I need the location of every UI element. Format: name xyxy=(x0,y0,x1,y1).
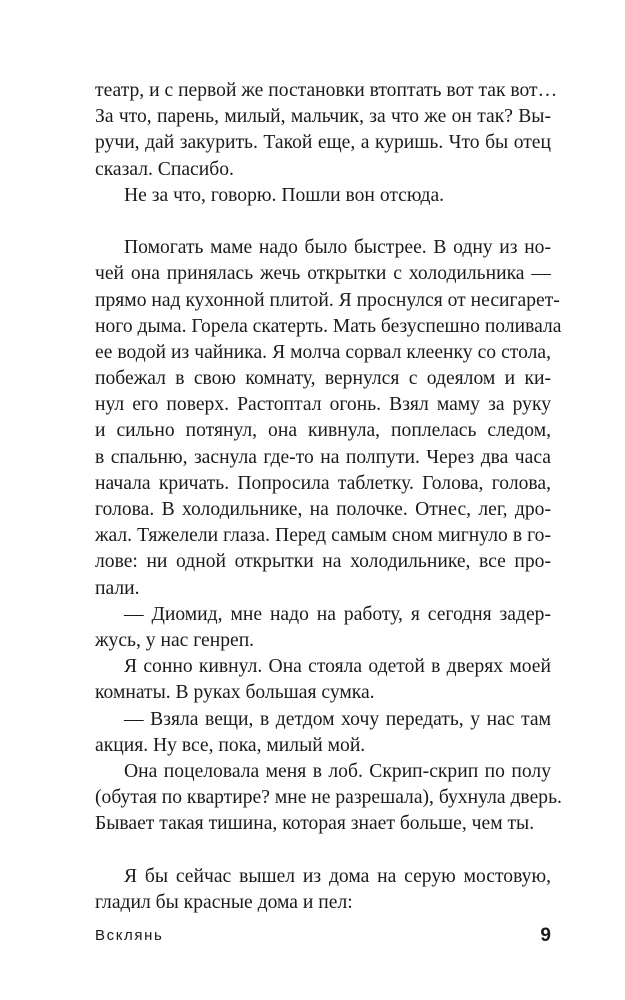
page-footer xyxy=(95,927,551,953)
text-line: пали. xyxy=(95,577,140,599)
text-line: в спальню, заснула где-то на полпути. Через два часа xyxy=(95,446,551,468)
text-line: Не за что, говорю. Пошли вон отсюда. xyxy=(124,184,445,206)
text-line: гладил бы красные дома и пел: xyxy=(95,891,353,913)
text-line: и сильно потянул, она кивнула, поплелась следом, xyxy=(95,420,551,442)
text-line: Помогать маме надо было быстрее. В одну из но- xyxy=(124,237,551,259)
text-line: Бывает такая тишина, которая знает больше, чем ты. xyxy=(95,813,535,835)
text-line: — Диомид, мне надо на работу, я сегодня задер- xyxy=(124,603,551,625)
text-line: жал. Тяжелели глаза. Перед самым сном мигнуло в го- xyxy=(95,525,551,547)
text-line: За что, парень, милый, мальчик, за что же он так? Вы- xyxy=(95,106,551,128)
text-line: — Взяла вещи, в детдом хочу передать, у нас там xyxy=(124,708,551,730)
text-line: жусь, у нас генреп. xyxy=(95,629,255,651)
text-line: акция. Ну все, пока, милый мой. xyxy=(95,734,366,756)
text-line: начала кричать. Попросила таблетку. Голова, голова, xyxy=(95,472,551,494)
section-break xyxy=(95,209,551,235)
text-line: ручи, дай закурить. Такой еще, а куришь. Что бы отец xyxy=(95,132,551,154)
text-line: Я бы сейчас вышел из дома на серую мостовую, xyxy=(124,865,551,887)
section-break xyxy=(95,837,551,863)
text-line: Я сонно кивнул. Она стояла одетой в дверях моей xyxy=(124,656,551,678)
text-line: театр, и с первой же постановки втоптать вот так вот… xyxy=(95,80,558,101)
text-line: голова. В холодильнике, на полочке. Отнес, лег, дро- xyxy=(95,499,551,520)
text-line: лове: ни одной открытки на холодильнике, все про- xyxy=(95,551,551,573)
text-line: комнаты. В руках большая сумка. xyxy=(95,682,375,704)
page-body xyxy=(95,78,562,916)
text-line: (обутая по квартире? мне не разрешала), бухнула дверь. xyxy=(95,787,562,809)
running-title: Всклянь xyxy=(95,927,164,944)
text-line: сказал. Спасибо. xyxy=(95,158,234,180)
text-line: Она поцеловала меня в лоб. Скрип-скрип по полу xyxy=(124,760,551,782)
text-line: побежал в свою комнату, вернулся с одеялом и ки- xyxy=(95,368,551,390)
page-number: 9 xyxy=(540,925,551,946)
text-line: ее водой из чайника. Я молча сорвал клеенку со стола, xyxy=(95,341,551,363)
text-line: чей она принялась жечь открытки с холодильника — xyxy=(95,263,551,285)
text-line: прямо над кухонной плитой. Я проснулся от несигарет- xyxy=(95,289,560,311)
text-line: ного дыма. Горела скатерть. Мать безуспешно поливала xyxy=(95,315,562,337)
text-line: нул его поверх. Растоптал огонь. Взял маму за руку xyxy=(95,394,551,416)
